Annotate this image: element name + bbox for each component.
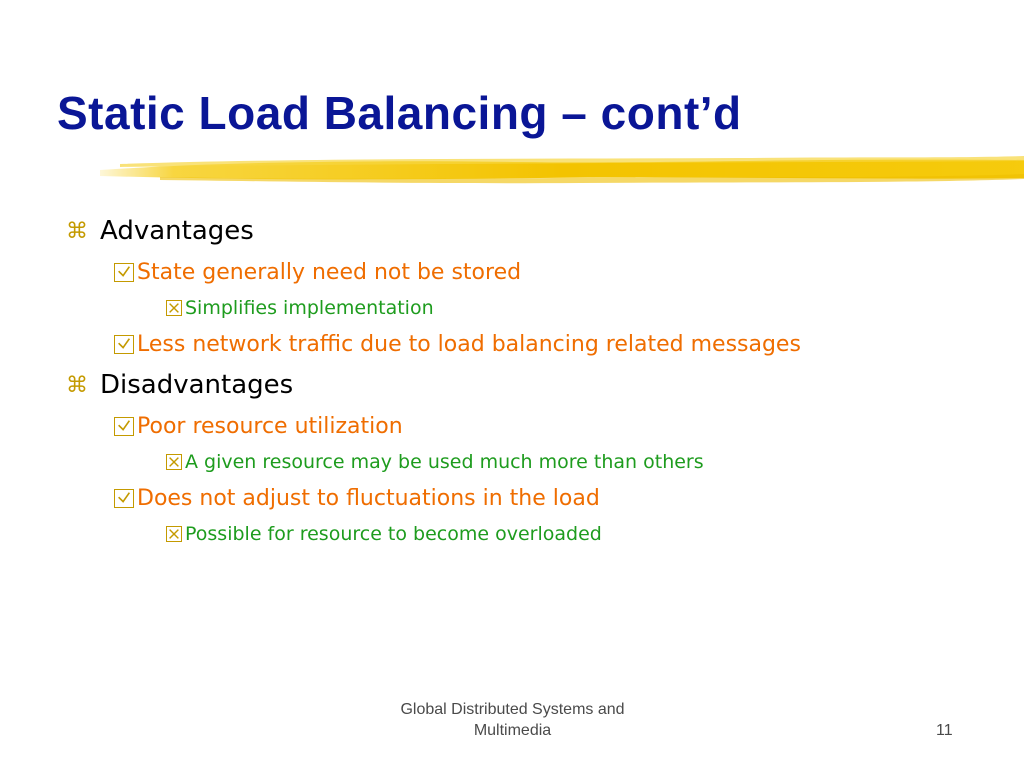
sub-bullet-item <box>166 523 602 545</box>
bullet-text: State generally need not be stored <box>137 260 522 285</box>
sub-bullet-item <box>166 297 434 319</box>
slide-title: Static Load Balancing – cont’d <box>57 87 742 139</box>
bullet-item <box>114 486 600 511</box>
bullet-text: Poor resource utilization <box>137 414 403 439</box>
bullet-item <box>114 260 521 285</box>
section-heading-disadvantages <box>64 370 293 400</box>
title-underline-brush-stroke <box>100 150 1024 190</box>
checkbox-cross-bullet-icon <box>166 526 182 542</box>
checkbox-cross-bullet-icon <box>166 454 182 470</box>
footer-line-2: Multimedia <box>473 722 552 739</box>
command-bullet-icon: ⌘ <box>66 218 88 244</box>
section-label: Disadvantages <box>100 370 294 400</box>
checkbox-check-bullet-icon <box>114 417 134 436</box>
checkbox-check-bullet-icon <box>114 263 134 282</box>
bullet-item <box>114 414 403 439</box>
checkbox-cross-bullet-icon <box>166 300 182 316</box>
checkbox-check-bullet-icon <box>114 489 134 508</box>
bullet-item <box>114 332 801 357</box>
sub-bullet-text: Simplifies implementation <box>185 297 434 319</box>
bullet-text: Less network traffic due to load balancing related messages <box>137 332 801 357</box>
sub-bullet-text: Possible for resource to become overloaded <box>185 523 602 545</box>
page-number: 11 <box>936 722 953 739</box>
command-bullet-icon: ⌘ <box>66 372 88 398</box>
section-label: Advantages <box>100 216 254 246</box>
sub-bullet-item <box>166 451 704 473</box>
section-heading-advantages <box>64 216 254 246</box>
checkbox-check-bullet-icon <box>114 335 134 354</box>
footer-line-1: Global Distributed Systems and <box>400 701 625 718</box>
sub-bullet-text: A given resource may be used much more than others <box>185 451 704 473</box>
slide-footer <box>340 699 685 741</box>
bullet-text: Does not adjust to fluctuations in the load <box>137 486 600 511</box>
